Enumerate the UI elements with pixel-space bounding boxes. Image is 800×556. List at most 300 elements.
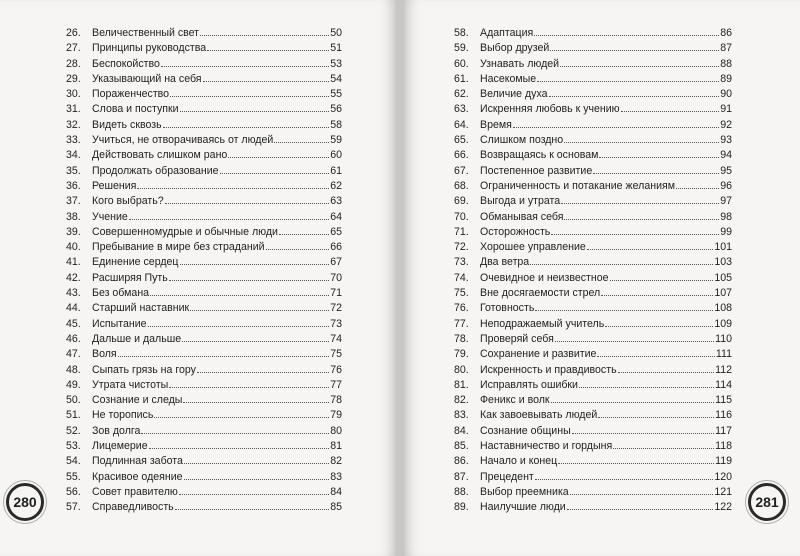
toc-entry-leader: [597, 347, 714, 357]
toc-entry[interactable]: [454, 317, 732, 332]
toc-entry-leader: [207, 41, 329, 51]
toc-entry[interactable]: [454, 363, 732, 378]
toc-entry[interactable]: [66, 454, 342, 469]
toc-entry-title: Обманывая себя: [480, 210, 564, 223]
toc-entry-leader: [200, 26, 329, 36]
toc-entry-page: 95: [720, 164, 732, 177]
toc-entry-title: Сохранение и развитие: [480, 348, 597, 361]
toc-entry-page: 74: [330, 332, 342, 345]
toc-entry[interactable]: [66, 332, 342, 347]
toc-entry-title: Как завоевывать людей: [480, 409, 598, 422]
toc-entry-number: 86.: [454, 455, 469, 468]
toc-entry-number: 38.: [66, 210, 81, 223]
toc-entry-title: Беспокойство: [92, 57, 160, 70]
toc-entry-title: Учиться, не отворачиваясь от людей: [92, 134, 274, 147]
toc-entry-leader: [535, 470, 714, 480]
toc-entry[interactable]: [66, 133, 342, 148]
toc-entry-page: 55: [330, 88, 342, 101]
toc-entry[interactable]: [454, 240, 732, 255]
toc-entry-number: 82.: [454, 394, 469, 407]
toc-entry-title: Испытание: [92, 317, 147, 330]
toc-entry-page: 61: [330, 164, 342, 177]
toc-entry-leader: [129, 210, 329, 220]
toc-entry-title: Кого выбрать?: [92, 195, 164, 208]
toc-entry-leader: [530, 255, 713, 265]
toc-entry-title: Сознание и следы: [92, 394, 183, 407]
toc-entry-leader: [579, 378, 714, 388]
toc-entry-number: 46.: [66, 332, 81, 345]
toc-entry-title: Неподражаемый учитель: [480, 317, 605, 330]
toc-entry-title: Совет правителю: [92, 485, 178, 498]
toc-entry-leader: [184, 470, 330, 480]
toc-entry-title: Адаптация: [480, 27, 534, 39]
toc-entry-number: 32.: [66, 118, 81, 131]
toc-entry[interactable]: [454, 26, 732, 41]
toc-entry[interactable]: [454, 347, 732, 362]
toc-entry-page: 72: [330, 302, 342, 315]
toc-entry-number: 60.: [454, 57, 469, 70]
toc-entry-number: 66.: [454, 149, 469, 162]
toc-entry-leader: [141, 424, 329, 434]
toc-entry[interactable]: [454, 179, 732, 194]
toc-entry[interactable]: [454, 470, 732, 485]
toc-entry-leader: [182, 332, 329, 342]
toc-entry-leader: [564, 210, 719, 220]
toc-entry-title: Искренность и правдивость: [480, 363, 617, 376]
page-number: 281: [755, 494, 779, 510]
toc-entry-title: Сознание общины: [480, 424, 571, 437]
toc-entry-leader: [537, 72, 719, 82]
toc-entry[interactable]: [454, 485, 732, 500]
toc-entry-page: 116: [715, 409, 732, 422]
toc-entry[interactable]: [454, 72, 732, 87]
toc-entry-page: 120: [714, 470, 732, 483]
toc-entry-title: Без обмана: [92, 287, 150, 300]
toc-entry-leader: [551, 225, 719, 235]
toc-entry-page: 50: [330, 27, 342, 39]
toc-entry-leader: [534, 26, 719, 36]
toc-entry-title: Величественный свет: [92, 27, 200, 39]
toc-entry-leader: [175, 500, 330, 510]
toc-entry-title: Расширяя Путь: [92, 271, 168, 284]
toc-entry-page: 91: [720, 103, 732, 116]
toc-entry[interactable]: [66, 485, 342, 500]
toc-entry-leader: [599, 148, 719, 158]
toc-entry-title: Видеть сквозь: [92, 118, 162, 131]
toc-entry-leader: [555, 332, 714, 342]
toc-entry-leader: [618, 363, 715, 373]
toc-entry-number: 59.: [454, 42, 469, 55]
toc-entry[interactable]: [454, 301, 732, 316]
toc-entry-page: 85: [330, 501, 342, 514]
toc-entry-leader: [266, 240, 330, 250]
toc-entry-page: 122: [714, 501, 732, 514]
toc-entry-number: 71.: [454, 225, 469, 238]
toc-entry-leader: [558, 454, 714, 464]
toc-entry-page: 70: [330, 271, 342, 284]
toc-entry-number: 70.: [454, 210, 469, 223]
left-page: [0, 0, 398, 556]
toc-entry-title: Время: [480, 118, 512, 131]
toc-entry-leader: [601, 286, 713, 296]
toc-entry-page: 110: [715, 332, 732, 345]
toc-entry-title: Совершенномудрые и обычные люди: [92, 225, 278, 238]
toc-entry[interactable]: [66, 179, 342, 194]
toc-entry[interactable]: [66, 194, 342, 209]
toc-entry-leader: [274, 133, 329, 143]
toc-entry-leader: [610, 271, 714, 281]
toc-entry-title: Выбор друзей: [480, 42, 550, 55]
toc-entry[interactable]: [66, 500, 342, 515]
toc-entry-title: Слова и поступки: [92, 103, 179, 116]
toc-entry-leader: [676, 179, 719, 189]
toc-entry[interactable]: [66, 148, 342, 163]
toc-entry[interactable]: [454, 408, 732, 423]
toc-entry-page: 67: [330, 256, 342, 269]
toc-entry-leader: [118, 347, 330, 357]
toc-entry-title: Старший наставник: [92, 302, 190, 315]
toc-entry-title: Наилучшие люди: [480, 501, 566, 514]
toc-entry-leader: [170, 87, 329, 97]
toc-entry-title: Пораженчество: [92, 88, 170, 101]
toc-entry-page: 107: [714, 287, 732, 300]
toc-entry-title: Ограниченность и потакание желаниям: [480, 179, 676, 192]
toc-entry-title: Прецедент: [480, 470, 534, 483]
toc-entry[interactable]: [66, 240, 342, 255]
page-number-ring: [745, 480, 789, 524]
toc-entry-leader: [513, 118, 719, 128]
toc-entry-title: Постепенное развитие: [480, 164, 593, 177]
toc-entry-title: Насекомые: [480, 72, 537, 85]
toc-entry-title: Решения: [92, 179, 137, 192]
toc-entry-title: Проверяй себя: [480, 332, 554, 345]
toc-entry-number: 69.: [454, 195, 469, 208]
toc-entry-title: Готовность: [480, 302, 535, 315]
toc-entry-page: 109: [714, 317, 732, 330]
toc-entry[interactable]: [454, 102, 732, 117]
toc-entry[interactable]: [454, 118, 732, 133]
toc-entry-page: 64: [330, 210, 342, 223]
toc-entry[interactable]: [454, 286, 732, 301]
toc-entry[interactable]: [454, 378, 732, 393]
toc-entry[interactable]: [66, 363, 342, 378]
toc-entry[interactable]: [454, 271, 732, 286]
toc-entry-leader: [561, 194, 719, 204]
toc-entry-title: Не торопись: [92, 409, 154, 422]
toc-entry-number: 28.: [66, 57, 81, 70]
toc-entry-title: Возвращаясь к основам: [480, 149, 599, 162]
toc-entry[interactable]: [454, 454, 732, 469]
toc-entry-page: 82: [330, 455, 342, 468]
toc-entry-number: 89.: [454, 501, 469, 514]
page-number-badge-left: [6, 483, 44, 521]
toc-entry-title: Утрата чистоты: [92, 378, 169, 391]
toc-entry-title: Справедливость: [92, 501, 174, 514]
toc-entry-leader: [572, 424, 714, 434]
toc-entry-page: 53: [330, 57, 342, 70]
toc-entry-number: 34.: [66, 149, 81, 162]
toc-entry-number: 42.: [66, 271, 81, 284]
toc-entry[interactable]: [454, 164, 732, 179]
toc-entry-leader: [598, 408, 714, 418]
toc-entry-page: 121: [714, 485, 732, 498]
toc-entry[interactable]: [454, 210, 732, 225]
page-number-badge-right: [748, 483, 786, 521]
page-number: 280: [13, 494, 37, 510]
toc-entry-number: 58.: [454, 27, 469, 39]
toc-entry-page: 86: [720, 27, 732, 39]
toc-entry[interactable]: [66, 164, 342, 179]
toc-entry-page: 94: [720, 149, 732, 162]
toc-entry-page: 115: [715, 394, 732, 407]
toc-entry[interactable]: [66, 378, 342, 393]
toc-entry-number: 87.: [454, 470, 469, 483]
toc-entry-page: 77: [330, 378, 342, 391]
toc-entry-page: 63: [330, 195, 342, 208]
toc-entry-leader: [180, 102, 330, 112]
toc-entry[interactable]: [454, 133, 732, 148]
toc-entry-leader: [570, 485, 714, 495]
toc-entry-number: 88.: [454, 485, 469, 498]
toc-entry-leader: [165, 194, 330, 204]
toc-entry-page: 93: [720, 134, 732, 147]
toc-entry-number: 74.: [454, 271, 469, 284]
toc-entry[interactable]: [66, 210, 342, 225]
toc-entry-page: 60: [330, 149, 342, 162]
toc-entry-page: 73: [330, 317, 342, 330]
toc-entry-title: Искренняя любовь к учению: [480, 103, 620, 116]
toc-entry[interactable]: [66, 118, 342, 133]
toc-entry-title: Начало и конец: [480, 455, 558, 468]
toc-entry-leader: [587, 240, 714, 250]
toc-entry-leader: [197, 363, 329, 373]
toc-entry-page: 119: [715, 455, 732, 468]
toc-entry[interactable]: [66, 317, 342, 332]
toc-entry-number: 54.: [66, 455, 81, 468]
toc-entry-number: 36.: [66, 179, 81, 192]
toc-entry-page: 117: [715, 424, 732, 437]
toc-entry[interactable]: [66, 286, 342, 301]
toc-entry-page: 56: [330, 103, 342, 116]
toc-entry-number: 27.: [66, 42, 81, 55]
toc-entry-number: 40.: [66, 241, 81, 254]
toc-entry-title: Подлинная забота: [92, 455, 183, 468]
toc-entry[interactable]: [454, 393, 732, 408]
toc-entry-leader: [613, 439, 714, 449]
toc-entry[interactable]: [454, 332, 732, 347]
toc-list-left: [66, 26, 342, 516]
toc-entry-page: 101: [714, 241, 732, 254]
toc-entry-title: Очевидное и неизвестное: [480, 271, 609, 284]
toc-entry-page: 58: [330, 118, 342, 131]
toc-entry-page: 87: [720, 42, 732, 55]
toc-entry[interactable]: [454, 500, 732, 515]
toc-entry-page: 80: [330, 424, 342, 437]
toc-entry-leader: [179, 485, 329, 495]
toc-entry[interactable]: [66, 470, 342, 485]
toc-entry-page: 97: [720, 195, 732, 208]
toc-entry-leader: [228, 148, 329, 158]
toc-entry[interactable]: [66, 72, 342, 87]
toc-entry[interactable]: [454, 194, 732, 209]
toc-entry-number: 43.: [66, 287, 81, 300]
toc-entry-number: 63.: [454, 103, 469, 116]
toc-entry-number: 78.: [454, 332, 469, 345]
toc-entry-number: 85.: [454, 440, 469, 453]
toc-entry-number: 44.: [66, 302, 81, 315]
toc-entry[interactable]: [454, 255, 732, 270]
toc-entry-title: Слишком поздно: [480, 134, 564, 147]
toc-entry-leader: [593, 164, 719, 174]
toc-entry-page: 81: [330, 440, 342, 453]
toc-entry-page: 99: [720, 225, 732, 238]
toc-entry-page: 111: [715, 348, 732, 361]
toc-entry-leader: [605, 317, 713, 327]
toc-entry-leader: [163, 118, 330, 128]
toc-entry-number: 51.: [66, 409, 81, 422]
toc-entry-leader: [161, 57, 329, 67]
toc-entry[interactable]: [454, 225, 732, 240]
toc-entry-title: Выгода и утрата: [480, 195, 561, 208]
page-number-ring: [3, 480, 47, 524]
toc-entry[interactable]: [66, 301, 342, 316]
toc-entry-title: Пребывание в мире без страданий: [92, 241, 265, 254]
toc-entry-number: 57.: [66, 501, 81, 514]
toc-entry-page: 51: [330, 42, 342, 55]
toc-entry-number: 80.: [454, 363, 469, 376]
toc-entry[interactable]: [66, 271, 342, 286]
toc-entry-number: 30.: [66, 88, 81, 101]
toc-entry-title: Феникс и волк: [480, 394, 550, 407]
toc-entry[interactable]: [454, 87, 732, 102]
toc-entry-title: Продолжать образование: [92, 164, 219, 177]
toc-entry-leader: [621, 102, 720, 112]
toc-entry-number: 52.: [66, 424, 81, 437]
toc-entry[interactable]: [66, 41, 342, 56]
toc-entry-number: 83.: [454, 409, 469, 422]
toc-entry-page: 103: [714, 256, 732, 269]
toc-entry[interactable]: [454, 41, 732, 56]
toc-entry-title: Дальше и дальше: [92, 332, 182, 345]
toc-entry-title: Красивое одеяние: [92, 470, 183, 483]
toc-entry-number: 33.: [66, 134, 81, 147]
toc-entry-page: 71: [330, 287, 342, 300]
toc-entry-page: 83: [330, 470, 342, 483]
toc-entry[interactable]: [66, 87, 342, 102]
toc-entry-number: 73.: [454, 256, 469, 269]
toc-entry[interactable]: [66, 57, 342, 72]
toc-entry-title: Два ветра: [480, 256, 530, 269]
toc-entry-page: 105: [714, 271, 732, 284]
toc-entry-page: 54: [330, 72, 342, 85]
toc-entry-number: 49.: [66, 378, 81, 391]
toc-entry-page: 62: [330, 179, 342, 192]
toc-entry-page: 79: [330, 409, 342, 422]
toc-entry[interactable]: [66, 424, 342, 439]
toc-entry[interactable]: [66, 26, 342, 41]
toc-entry-title: Зов долга: [92, 424, 141, 437]
toc-entry[interactable]: [66, 225, 342, 240]
toc-entry-page: 78: [330, 394, 342, 407]
toc-entry-number: 67.: [454, 164, 469, 177]
toc-entry-leader: [154, 408, 329, 418]
toc-entry-leader: [169, 378, 329, 388]
toc-entry-number: 26.: [66, 27, 81, 39]
toc-entry-leader: [279, 225, 329, 235]
toc-entry-title: Вне досягаемости стрел: [480, 287, 601, 300]
toc-entry-page: 96: [720, 179, 732, 192]
toc-entry-number: 50.: [66, 394, 81, 407]
toc-entry[interactable]: [66, 393, 342, 408]
toc-entry-leader: [220, 164, 330, 174]
toc-entry-title: Единение сердец: [92, 256, 179, 269]
toc-entry-leader: [184, 454, 329, 464]
toc-entry-title: Осторожность: [480, 225, 551, 238]
toc-entry-page: 84: [330, 485, 342, 498]
toc-entry-title: Принципы руководства: [92, 42, 207, 55]
toc-entry-number: 81.: [454, 378, 469, 391]
toc-entry-leader: [564, 133, 719, 143]
toc-entry-page: 75: [330, 348, 342, 361]
toc-entry[interactable]: [454, 57, 732, 72]
toc-entry-number: 47.: [66, 348, 81, 361]
toc-entry[interactable]: [454, 439, 732, 454]
toc-entry-number: 77.: [454, 317, 469, 330]
toc-entry-number: 68.: [454, 179, 469, 192]
toc-entry-number: 37.: [66, 195, 81, 208]
toc-entry-number: 48.: [66, 363, 81, 376]
toc-entry-number: 35.: [66, 164, 81, 177]
toc-entry-leader: [550, 41, 719, 51]
toc-entry-page: 88: [720, 57, 732, 70]
toc-entry-number: 56.: [66, 485, 81, 498]
toc-entry-leader: [190, 301, 329, 311]
toc-entry-number: 65.: [454, 134, 469, 147]
toc-entry-number: 45.: [66, 317, 81, 330]
toc-entry-page: 76: [330, 363, 342, 376]
toc-entry-leader: [567, 500, 714, 510]
toc-entry[interactable]: [66, 102, 342, 117]
toc-entry-title: Величие духа: [480, 88, 548, 101]
toc-entry[interactable]: [454, 424, 732, 439]
toc-entry-leader: [137, 179, 329, 189]
toc-entry-page: 65: [330, 225, 342, 238]
toc-entry-leader: [180, 255, 330, 265]
toc-entry-title: Учение: [92, 210, 128, 223]
toc-entry-number: 41.: [66, 256, 81, 269]
toc-entry-title: Хорошее управление: [480, 241, 586, 254]
toc-entry-page: 59: [330, 134, 342, 147]
toc-entry-title: Действовать слишком рано: [92, 149, 228, 162]
toc-entry-number: 79.: [454, 348, 469, 361]
toc-entry-leader: [203, 72, 330, 82]
toc-entry-number: 84.: [454, 424, 469, 437]
toc-entry-leader: [535, 301, 713, 311]
toc-entry[interactable]: [454, 148, 732, 163]
toc-entry[interactable]: [66, 408, 342, 423]
toc-entry[interactable]: [66, 347, 342, 362]
toc-entry-leader: [148, 317, 330, 327]
toc-entry-title: Лицемерие: [92, 440, 148, 453]
toc-entry-title: Узнавать людей: [480, 57, 560, 70]
toc-entry[interactable]: [66, 439, 342, 454]
toc-entry-leader: [551, 393, 715, 403]
toc-entry-page: 92: [720, 118, 732, 131]
toc-entry[interactable]: [66, 255, 342, 270]
toc-entry-title: Исправлять ошибки: [480, 378, 578, 391]
toc-entry-leader: [549, 87, 720, 97]
toc-entry-leader: [149, 439, 330, 449]
